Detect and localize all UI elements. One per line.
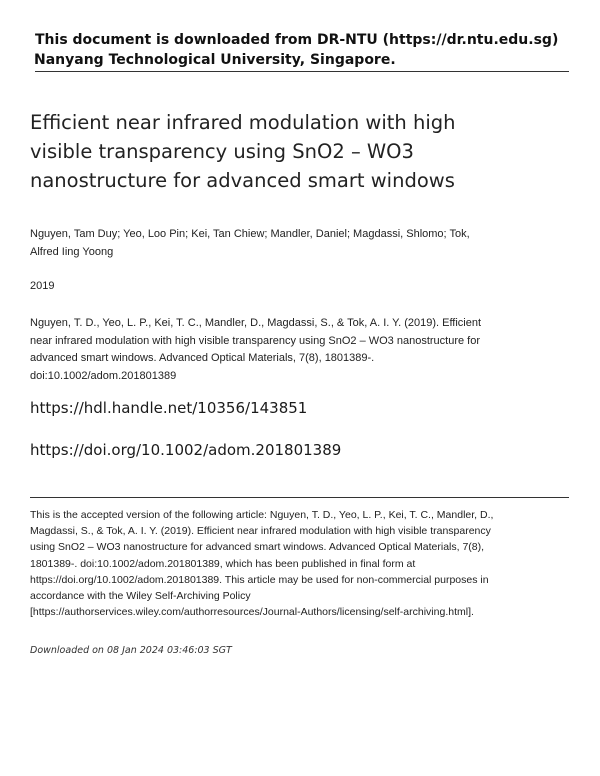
accepted-version-notice: This is the accepted version of the following article: Nguyen, T. D., Yeo, L. P., Kei, T. C., Mandler, D., Magdassi, S., & Tok, A. I. Y. (2019). Efficient near infrared modulation with high visible transparency using SnO2 – WO3 nanostructure for advanced smart windows. Advanced Optical Materials, 7(8), 1801389-. doi:10.1002/adom.201801389, which has been published in final form at https://doi.org/10.1002/adom.201801389. This article may be used for non-commercial purposes in accordance with the Wiley Self-Archiving Policy [https://authorservices.wiley.com/authorresources/Journal-Authors/licensing/self-archiving.html]. [30, 509, 494, 619]
publication-year: 2019 [30, 280, 55, 292]
document-title: Efficient near infrared modulation with high visible transparency using SnO2 – WO3 nanostructure for advanced smart windows [30, 111, 456, 192]
university-name: Nanyang Technological University, Singapore. [34, 52, 396, 68]
repository-header [35, 30, 569, 72]
citation-text: Nguyen, T. D., Yeo, L. P., Kei, T. C., Mandler, D., Magdassi, S., & Tok, A. I. Y. (2019). Efficient near infrared modulation with high visible transparency using SnO2 – WO3 nanostructure for advanced smart windows. Advanced Optical Materials, 7(8), 1801389-. doi:10.1002/adom.201801389 [30, 317, 482, 382]
repository-notice: This document is downloaded from DR-NTU (https://dr.ntu.edu.sg) [35, 32, 559, 48]
handle-link[interactable]: https://hdl.handle.net/10356/143851 [30, 399, 308, 417]
author-list: Nguyen, Tam Duy; Yeo, Loo Pin; Kei, Tan Chiew; Mandler, Daniel; Magdassi, Shlomo; Tok, Alfred Iing Yoong [30, 228, 470, 258]
section-divider [30, 497, 569, 498]
doi-link[interactable]: https://doi.org/10.1002/adom.201801389 [30, 441, 342, 459]
download-timestamp: Downloaded on 08 Jan 2024 03:46:03 SGT [30, 645, 232, 656]
